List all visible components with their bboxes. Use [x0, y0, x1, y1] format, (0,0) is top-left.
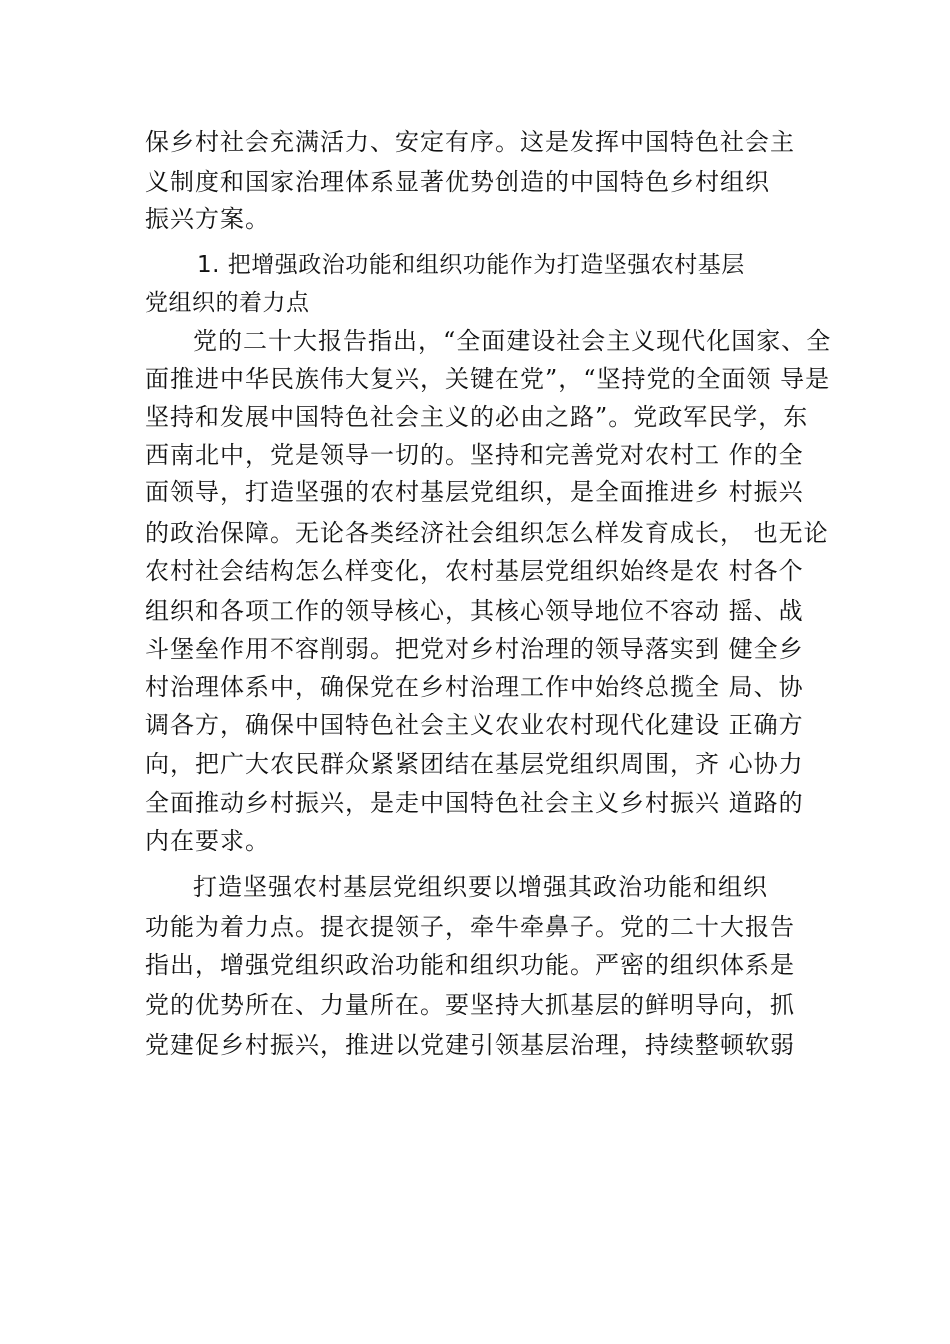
paragraph-line: 面领导，打造坚强的农村基层党组织，是全面推进乡 村振兴	[145, 478, 804, 506]
paragraph-line: 保乡村社会充满活力、安定有序。这是发挥中国特色社会主	[145, 128, 795, 156]
paragraph-line: 斗堡垒作用不容削弱。把党对乡村治理的领导落实到 健全乡	[145, 635, 804, 663]
paragraph-line: 打造坚强农村基层党组织要以增强其政治功能和组织	[193, 873, 768, 901]
paragraph-line: 内在要求。	[145, 827, 270, 855]
paragraph-line: 村治理体系中，确保党在乡村治理工作中始终总揽全 局、协	[145, 673, 804, 701]
paragraph-line: 党的优势所在、力量所在。要坚持大抓基层的鲜明导向，抓	[145, 991, 795, 1019]
paragraph-line: 功能为着力点。提衣提领子，牵牛牵鼻子。党的二十大报告	[145, 913, 795, 941]
paragraph-line: 党的二十大报告指出，“全面建设社会主义现代化国家、全	[193, 327, 832, 355]
paragraph-line: 振兴方案。	[145, 205, 270, 233]
paragraph-line: 指出，增强党组织政治功能和组织功能。严密的组织体系是	[145, 951, 795, 979]
paragraph-line: 全面推动乡村振兴，是走中国特色社会主义乡村振兴 道路的	[145, 789, 804, 817]
paragraph-line: 的政治保障。无论各类经济社会组织怎么样发育成长， 也无论	[145, 519, 829, 547]
paragraph-line: 面推进中华民族伟大复兴，关键在党”，“坚持党的全面领 导是	[145, 365, 831, 393]
paragraph-line: 西南北中，党是领导一切的。坚持和完善党对农村工 作的全	[145, 441, 804, 469]
paragraph-line: 党建促乡村振兴，推进以党建引领基层治理，持续整顿软弱	[145, 1031, 795, 1059]
paragraph-line: 向，把广大农民群众紧紧团结在基层党组织周围，齐 心协力	[145, 750, 804, 778]
section-heading: 党组织的着力点	[145, 290, 310, 316]
paragraph-line: 农村社会结构怎么样变化，农村基层党组织始终是农 村各个	[145, 557, 804, 585]
paragraph-line: 义制度和国家治理体系显著优势创造的中国特色乡村组织	[145, 168, 770, 196]
section-heading: 1. 把增强政治功能和组织功能作为打造坚强农村基层	[197, 252, 745, 278]
paragraph-line: 坚持和发展中国特色社会主义的必由之路”。党政军民学，东	[145, 403, 809, 431]
paragraph-line: 组织和各项工作的领导核心，其核心领导地位不容动 摇、战	[145, 597, 804, 625]
paragraph-line: 调各方，确保中国特色社会主义农业农村现代化建设 正确方	[145, 711, 804, 739]
